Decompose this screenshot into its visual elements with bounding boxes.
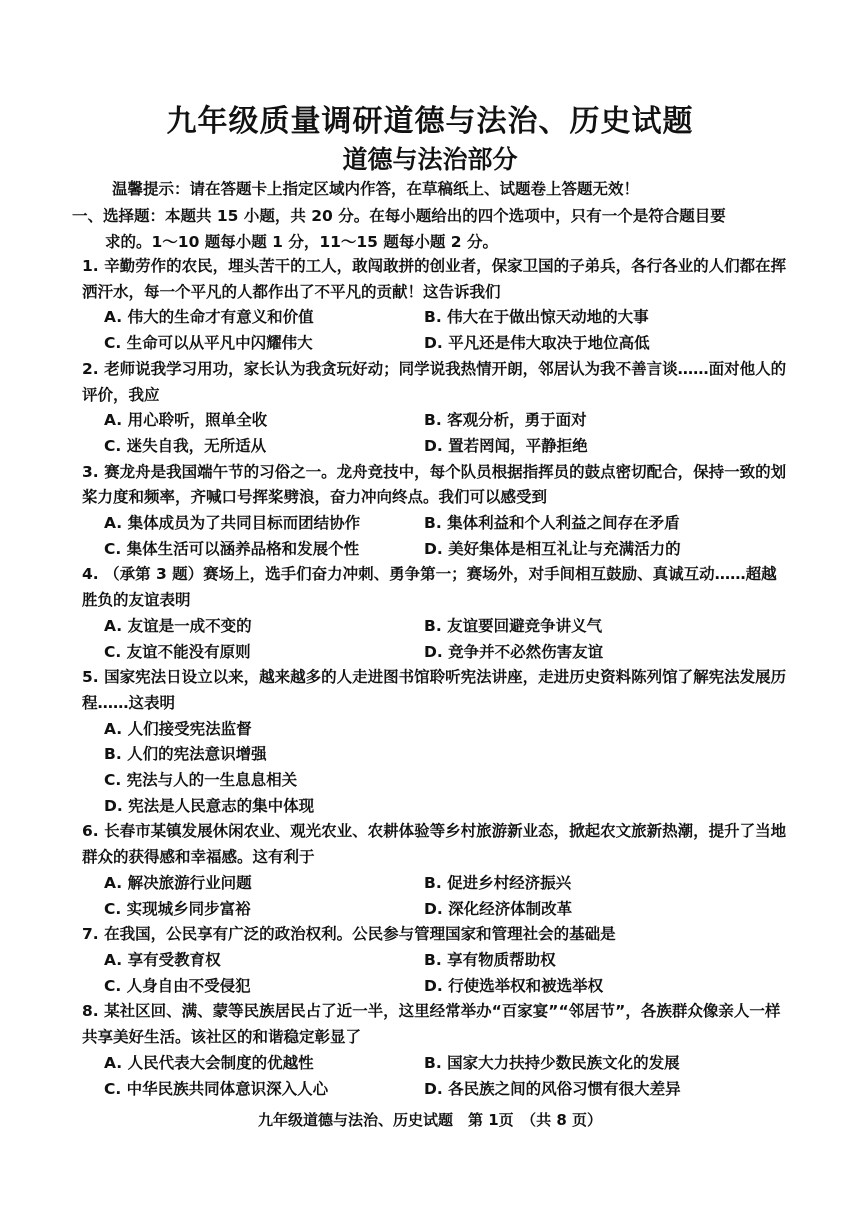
question-4	[82, 562, 792, 665]
option-d: D. 各民族之间的风俗习惯有很大差异	[424, 1079, 681, 1098]
question-stem: 7. 在我国，公民享有广泛的政治权利。公民参与管理国家和管理社会的基础是	[82, 925, 616, 944]
option-grid	[82, 305, 792, 356]
option-d: D. 美好集体是相互礼让与充满活力的	[424, 539, 681, 558]
option-a: A. 人民代表大会制度的优越性	[104, 1053, 314, 1072]
page-title: 九年级质量调研道德与法治、历史试题	[166, 104, 694, 139]
option-c: C. 宪法与人的一生息息相关	[104, 771, 298, 790]
option-c: C. 实现城乡同步富裕	[104, 899, 251, 918]
option-c: C. 人身自由不受侵犯	[104, 976, 251, 995]
option-b: B. 促进乡村经济振兴	[424, 873, 572, 892]
option-b: B. 国家大力扶持少数民族文化的发展	[424, 1053, 680, 1072]
question-stem: 6. 长春市某镇发展休闲农业、观光农业、农耕体验等乡村旅游新业态，掀起农文旅新热潮，提升了当地群众的获得感和幸福感。这有利于	[82, 822, 787, 867]
notice-text: 温馨提示：请在答题卡上指定区域内作答，在草稿纸上、试题卷上答题无效！	[112, 179, 640, 198]
question-list	[82, 254, 792, 1102]
option-b: B. 享有物质帮助权	[424, 950, 556, 969]
option-grid	[82, 511, 792, 562]
section-instructions-line2: 求的。1～10 题每小题 1 分，11～15 题每小题 2 分。	[105, 232, 498, 251]
option-d: D. 宪法是人民意志的集中体现	[104, 796, 315, 815]
section-subtitle: 道德与法治部分	[342, 145, 518, 174]
option-d: D. 行使选举权和被选举权	[424, 976, 604, 995]
option-d: D. 竞争并不必然伤害友谊	[424, 642, 604, 661]
option-b: B. 人们的宪法意识增强	[104, 745, 267, 764]
option-c: C. 迷失自我，无所适从	[104, 436, 267, 455]
option-a: A. 人们接受宪法监督	[104, 719, 252, 738]
option-d: D. 深化经济体制改革	[424, 899, 573, 918]
question-6	[82, 819, 792, 922]
option-d: D. 置若罔闻，平静拒绝	[424, 436, 588, 455]
option-a: A. 用心聆听，照单全收	[104, 411, 268, 430]
option-a: A. 友谊是一成不变的	[104, 616, 252, 635]
option-grid	[82, 948, 792, 999]
question-stem: 5. 国家宪法日设立以来，越来越多的人走进图书馆聆听宪法讲座，走进历史资料陈列馆了解宪法发展历程……这表明	[82, 668, 787, 712]
option-a: A. 集体成员为了共同目标而团结协作	[104, 514, 361, 533]
question-stem: 8. 某社区回、满、蒙等民族居民占了近一半，这里经常举办“百家宴”“邻居节”，各族群众像亲人一样共享美好生活。该社区的和谐稳定彰显了	[82, 1002, 781, 1047]
question-8	[82, 999, 792, 1102]
option-d: D. 平凡还是伟大取决于地位高低	[424, 334, 650, 353]
question-stem: 3. 赛龙舟是我国端午节的习俗之一。龙舟竞技中，每个队员根据指挥员的鼓点密切配合，保持一致的划桨力度和频率，齐喊口号挥桨劈浪，奋力冲向终点。我们可以感受到	[82, 462, 787, 507]
question-stem: 2. 老师说我学习用功，家长认为我贪玩好动；同学说我热情开朗，邻居认为我不善言谈……面对他人的评价，我应	[82, 359, 787, 404]
option-c: C. 集体生活可以涵养品格和发展个性	[104, 539, 360, 558]
option-grid	[82, 408, 792, 459]
question-3	[82, 460, 792, 563]
option-b: B. 友谊要回避竞争讲义气	[424, 616, 603, 635]
option-a: A. 伟大的生命才有意义和价值	[104, 308, 314, 327]
question-1	[82, 254, 792, 357]
option-c: C. 生命可以从平凡中闪耀伟大	[104, 334, 313, 353]
option-c: C. 友谊不能没有原则	[104, 642, 251, 661]
option-list	[82, 717, 792, 820]
option-a: A. 解决旅游行业问题	[104, 873, 252, 892]
option-b: B. 集体利益和个人利益之间存在矛盾	[424, 514, 680, 533]
section-instructions-line1: 一、选择题：本题共 15 小题，共 20 分。在每小题给出的四个选项中，只有一个是符合题目要	[72, 207, 726, 225]
option-b: B. 伟大在于做出惊天动地的大事	[424, 308, 649, 327]
option-grid	[82, 1051, 792, 1102]
question-5	[82, 665, 792, 819]
option-grid	[82, 871, 792, 922]
option-b: B. 客观分析，勇于面对	[424, 411, 587, 430]
page-footer: 九年级道德与法治、历史试题 第 1页 （共 8 页）	[257, 1111, 603, 1129]
question-stem: 1. 辛勤劳作的农民，埋头苦干的工人，敢闯敢拼的创业者，保家卫国的子弟兵，各行各业的人们都在挥洒汗水，每一个平凡的人都作出了不平凡的贡献！这告诉我们	[82, 257, 787, 301]
option-a: A. 享有受教育权	[104, 950, 221, 969]
section-instructions	[72, 204, 792, 255]
question-stem: 4. （承第 3 题）赛场上，选手们奋力冲刺、勇争第一；赛场外，对手间相互鼓励、真诚互动……超越胜负的友谊表明	[82, 565, 777, 610]
question-2	[82, 357, 792, 460]
option-c: C. 中华民族共同体意识深入人心	[104, 1079, 329, 1098]
question-7	[82, 922, 792, 999]
option-grid	[82, 614, 792, 665]
